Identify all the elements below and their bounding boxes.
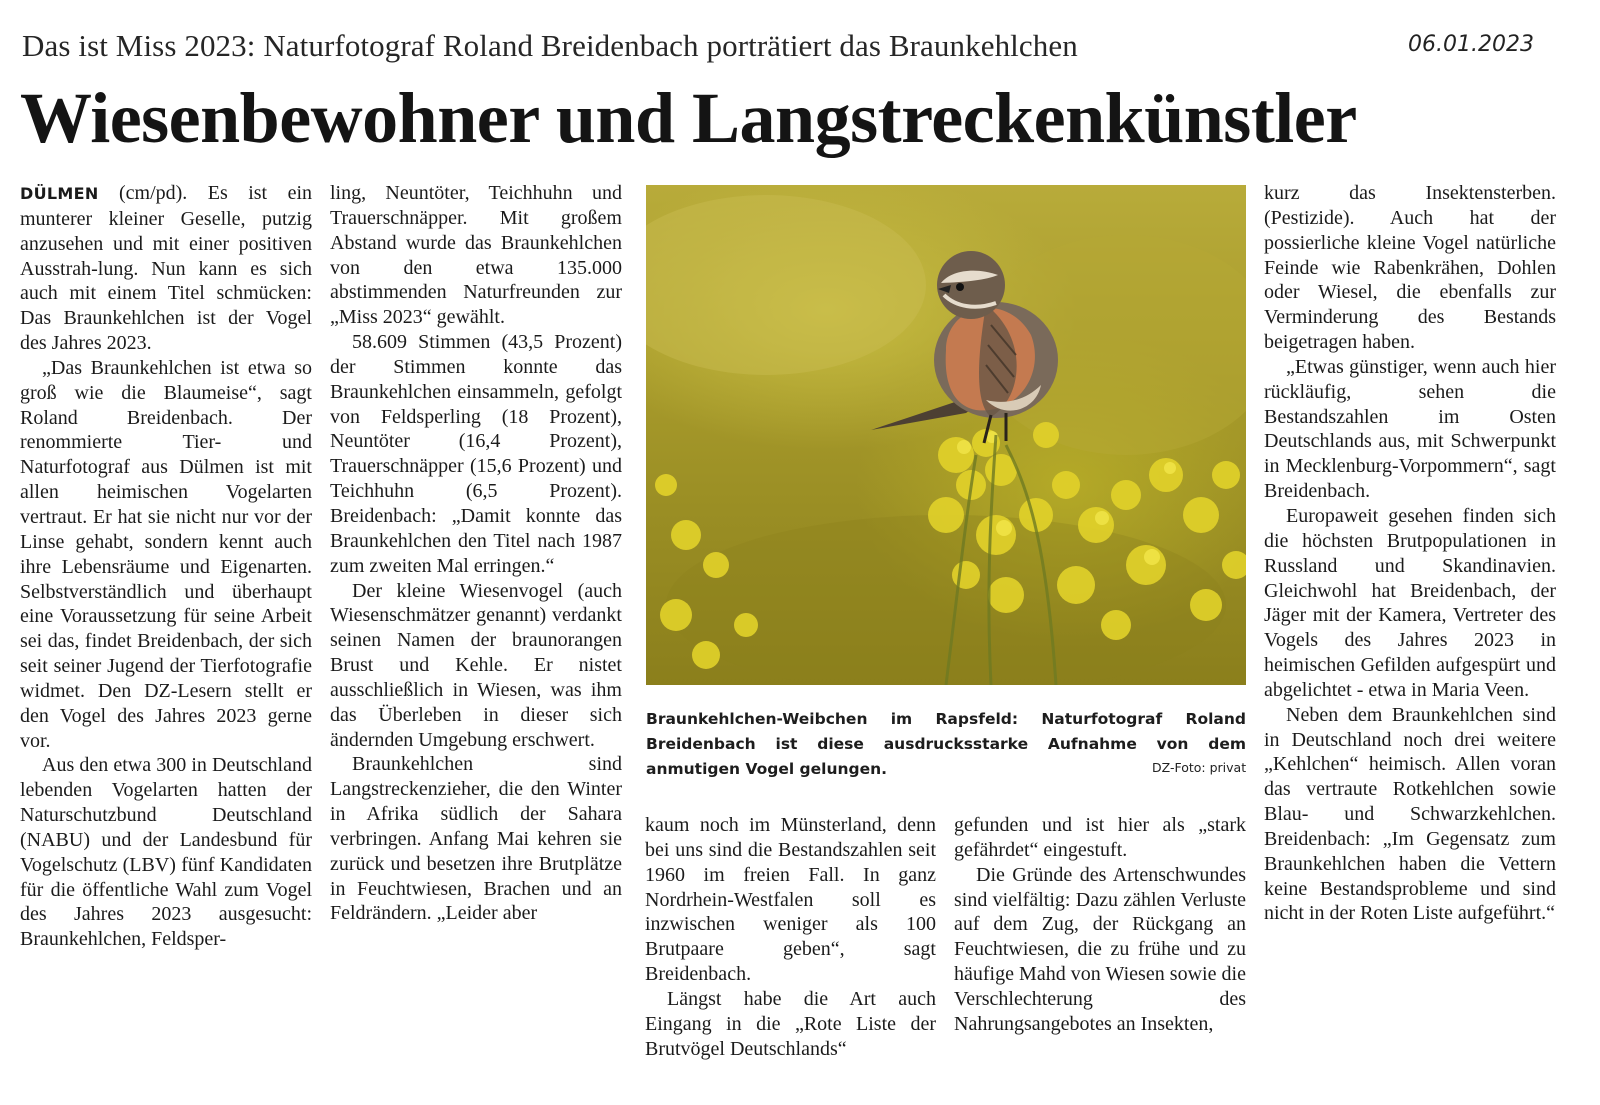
paragraph: „Etwas günstiger, wenn auch hier rückläufig, sehen die Bestandszahlen im Osten Deutschlands aus, mit Schwerpunkt in Mecklenburg-Vorpommern“, sagt Breidenbach. (1264, 355, 1556, 503)
paragraph: Längst habe die Art auch Eingang in die „Rote Liste der Brutvögel Deutschlands“ (645, 987, 936, 1060)
photo-credit: DZ-Foto: privat (1152, 760, 1247, 775)
bird-illustration (646, 185, 1246, 685)
text-column-3 (645, 813, 936, 1061)
paragraph: Neben dem Braunkehlchen sind in Deutschland noch drei weitere „Kehlchen“ heimisch. Allen voran das vertraute Rotkehlchen sowie Blau- und Schwarzkehlchen. Breidenbach: „Im Gegensatz zum Braunkehlchen haben die Vettern keine Bestandsprobleme und sind nicht in der Roten Liste aufgeführt.“ (1264, 703, 1556, 925)
paragraph: gefunden und ist hier als „stark gefährdet“ eingestuft. (954, 814, 1246, 861)
paragraph: Europaweit gesehen finden sich die höchsten Brutpopulationen in Russland und Skandinavien. Gleichwohl hat Breidenbach, der Jäger mit der Kamera, Vertreter des Vogels des Jahres 2023 in heimischen Gefilden aufgespürt und abgelichtet - etwa in Maria Veen. (1264, 504, 1556, 701)
paragraph (20, 181, 312, 356)
text-column-4 (954, 813, 1246, 1037)
publication-date: 06.01.2023 (1408, 32, 1534, 57)
paragraph: 58.609 Stimmen (43,5 Prozent) der Stimmen konnte das Braunkehlchen einsammeln, gefolgt von Feldsperling (18 Prozent), Neuntöter (16,4 Prozent), Trauerschnäpper (15,6 Prozent) und Teichhuhn (6,5 Prozent). Breidenbach: „Damit konnte das Braunkehlchen den Titel nach 1987 zum zweiten Mal erringen.“ (330, 331, 622, 577)
paragraph-text: (cm/pd). Es ist ein munterer kleiner Geselle, putzig anzusehen und mit einer positiven Ausstrah-lung. Nun kann es sich auch mit einem Titel schmücken: Das Braunkehlchen ist der Vogel des Jahres 2023. (20, 182, 312, 355)
paragraph: Aus den etwa 300 in Deutschland lebenden Vogelarten hatten der Naturschutzbund Deutschland (NABU) und der Landesbund für Vogelschutz (LBV) fünf Kandidaten für die öffentliche Wahl zum Vogel des Jahres 2023 ausgesucht: Braunkehlchen, Feldsper- (20, 754, 312, 951)
bird-photo (646, 185, 1246, 685)
paragraph: kurz das Insektensterben. (Pestizide). Auch hat der possierliche kleine Vogel natürliche Feinde wie Rabenkrähen, Dohlen oder Wiesel, die ebenfalls zur Verminderung des Bestands beigetragen haben. (1264, 182, 1556, 354)
text-column-1 (20, 181, 312, 952)
paragraph: ling, Neuntöter, Teichhuhn und Trauerschnäpper. Mit großem Abstand wurde das Braunkehlchen von den etwa 135.000 abstimmenden Naturfreunden zur „Miss 2023“ gewählt. (330, 182, 622, 329)
paragraph: Braunkehlchen sind Langstreckenzieher, die den Winter in Afrika südlich der Sahara verbringen. Anfang Mai kehren sie zurück und besetzen ihre Brutplätze in Feuchtwiesen, Brachen und an Feldrändern. „Leider aber (330, 753, 622, 925)
article-kicker: Das ist Miss 2023: Naturfotograf Roland Breidenbach porträtiert das Braunkehlchen (22, 28, 1078, 63)
paragraph: kaum noch im Münsterland, denn bei uns sind die Bestandszahlen seit 1960 im freien Fall. In ganz Nordrhein-Westfalen soll es inzwischen weniger als 100 Brutpaare geben“, sagt Breidenbach. (645, 814, 936, 986)
paragraph: Die Gründe des Artenschwundes sind vielfältig: Dazu zählen Verluste auf dem Zug, der Rückgang an Feuchtwiesen, die zu frühe und zu häufige Mahd von Wiesen sowie die Verschlechterung des Nahrungsangebotes an Insekten, (954, 863, 1246, 1035)
paragraph: Der kleine Wiesenvogel (auch Wiesenschmätzer genannt) verdankt seinen Namen der braunorangen Brust und Kehle. Er nistet ausschließlich in Wiesen, was ihm das Überleben in dieser sich ändernden Umgebung erschwert. (330, 579, 622, 751)
paragraph: „Das Braunkehlchen ist etwa so groß wie die Blaumeise“, sagt Roland Breidenbach. Der renommierte Tier- und Naturfotograf aus Dülmen ist mit allen heimischen Vogelarten vertraut. Er hat sie nicht nur vor der Linse gehabt, sondern kennt auch ihre Lebensräume und Eigenarten. Selbstverständlich und überhaupt eine Voraussetzung für seine Arbeit sei das, findet Breidenbach, der sich seit seiner Jugend der Tierfotografie widmet. Den DZ-Lesern stellt er den Vogel des Jahres 2023 gerne vor. (20, 356, 312, 752)
text-column-5 (1264, 181, 1556, 926)
dateline: DÜLMEN (20, 184, 99, 203)
text-column-2 (330, 181, 622, 926)
photo-caption: Braunkehlchen-Weibchen im Rapsfeld: Naturfotograf Roland Breidenbach ist diese ausdrucksstarke Aufnahme von dem anmutigen Vogel gelungen. (646, 710, 1246, 778)
article-headline: Wiesenbewohner und Langstreckenkünstler (20, 78, 1357, 158)
